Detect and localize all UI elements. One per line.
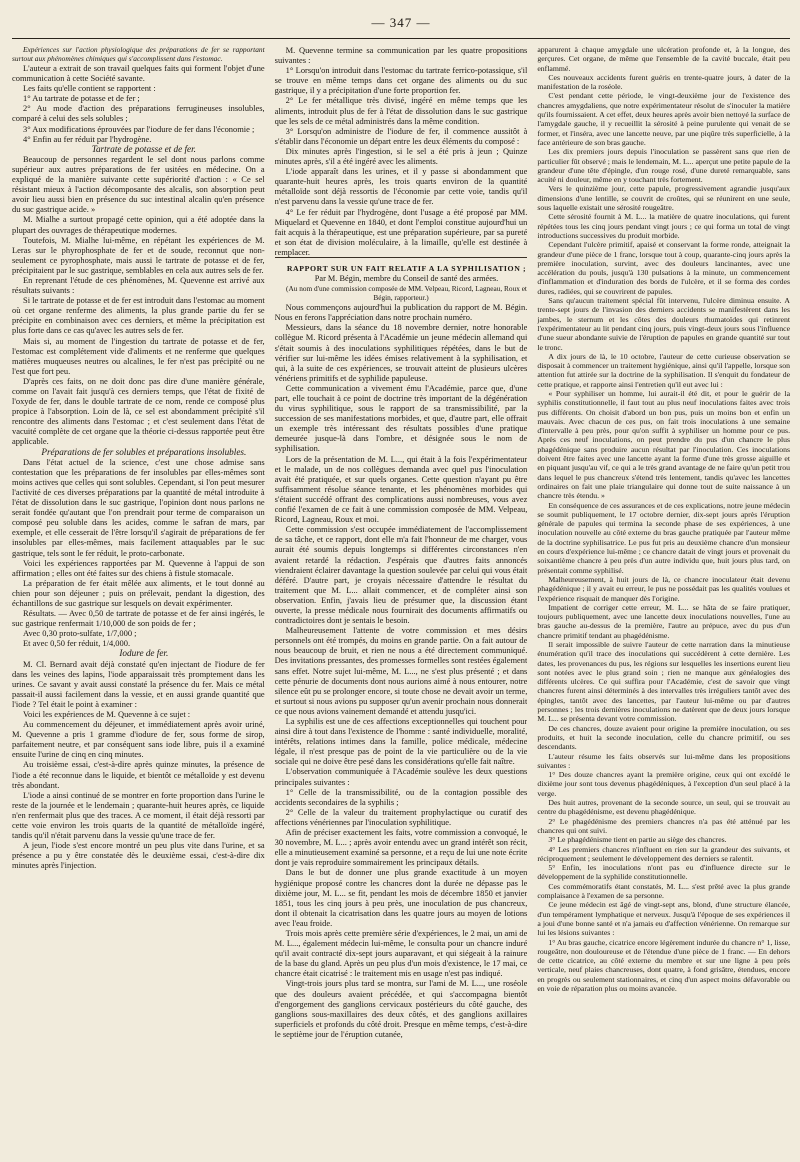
paragraph: Dans le but de donner une plus grande exactitude à un moyen hygiénique proposé contre les chancres dont la durée ne dépasse pas le dixième jour, M. L... se fit, pendant les mois de décembre 1850 et janvier 1851, tous les cinq jours à peu près, une inoculation de pus chancreux, dont il obtenait la cicatrisation dans les quatre jours au moyen de lotions avec l'eau froide. xyxy=(274,867,528,928)
paragraph: Au troisième essai, c'est-à-dire après quinze minutes, la présence de l'iode a été reconnue dans le liquide, et bientôt ce métalloïde y est devenu très abondant. xyxy=(12,759,265,790)
header-rule xyxy=(12,38,790,39)
list-item: 4° Le fer réduit par l'hydrogène, dont l'usage a été proposé par MM. Miquelard et Quevenne en 1840, et dont l'emploi constitue aujourd'hui un fait acquis à la thérapeutique, est une préparation supérieure, par sa pureté et son état de division moléculaire, à la limaille, qu'elle est destinée à remplacer. xyxy=(274,206,528,257)
section-subheading: Tartrate de potasse et de fer. xyxy=(91,143,196,154)
paragraph: Ce jeune médecin est âgé de vingt-sept ans, blond, d'une structure élancée, d'un tempérament lymphatique et nerveux. Jusqu'à l'époque de ses expériences il a joui d'une bonne santé et n'a jamais eu d'affection vénérienne. On remarque sur lui les lésions suivantes : xyxy=(537,900,791,938)
page-number: — 347 — xyxy=(371,15,431,30)
column-2 xyxy=(275,45,528,1155)
paragraph: Messieurs, dans la séance du 18 novembre dernier, notre honorable collègue M. Ricord présenta à l'Académie un jeune médecin allemand qui s'était soumis à des inoculations syphilitiques répétées, dans le but de vérifier sur lui-même les idées émises relativement à la syphilisation, et qui, à la suite de ces expériences, se trouvait atteint de plusieurs ulcères vénériens primitifs et de syphilide papuleuse. xyxy=(274,322,528,383)
list-item: 3° Lorsqu'on administre de l'iodure de fer, il commence aussitôt à s'établir dans l'économie un départ entre les deux éléments du composé : xyxy=(274,125,528,146)
list-item: 1° Des douze chancres ayant la première origine, ceux qui ont excédé le dixième jour sont tous devenus phagédéniques, à l'exception d'un seul placé à la verge. xyxy=(537,770,791,798)
list-item: 2° Au mode d'action des préparations ferrugineuses insolubles, comparé à celui des sels solubles ; xyxy=(12,103,265,124)
paragraph: Il serait impossible de suivre l'auteur de cette narration dans la minutieuse énumération qu'il trace des inoculations qui succédèrent à cette dernière. Les dates, les provenances du pus, les régions sur lesquelles les insertions eurent lieu sont notées avec le plus grand soin ; rien ne manque aux généalogies des différents ulcères. Ce qui suffira pour l'Académie, c'est de savoir que vingt chancres furent ainsi déterminés à des intervalles très irréguliers tantôt avec des épingles, tantôt avec des lancettes, par l'auteur lui-même ou par d'autres personnes ; les trois dernières inoculations ne datèrent que de deux jours lorsque M. L... se présenta devant votre commission. xyxy=(537,640,791,724)
paragraph: C'est pendant cette période, le vingt-deuxième jour de l'existence des chancres amygdaliens, que notre expérimentateur résolut de s'inoculer la matière qu'ils fournissaient. A cet effet, deux heures après avoir bien nettoyé la surface de l'amygdale gauche, il y recueillit la sérosité à peine purulente qui venait de se former, et l'inséra, avec une lancette neuve, par une piqûre très superficielle, à la face antérieure de son bras gauche. xyxy=(537,91,791,147)
paragraph: Trois mois après cette première série d'expériences, le 2 mai, un ami de M. L..., également médecin lui-même, le consulta pour un chancre induré qu'il avait contracté dix-sept jours auparavant, et qui siégeait à la rainure de la base du gland. Après un peu plus d'un mois d'existence, le 17 mai, ce chancre était cicatrisé : le traitement mis en usage n'est pas indiqué. xyxy=(274,927,528,979)
paragraph: Afin de préciser exactement les faits, votre commission a convoqué, le 30 novembre, M. L... ; après avoir entendu avec un grand intérêt son récit, elle a minutieusement examiné sa personne, et a reçu de lui une note écrite dont je vais reproduire sommairement les principaux détails. xyxy=(274,827,528,868)
list-item: 1° Au tartrate de potasse et de fer ; xyxy=(23,93,140,104)
paragraph: Cette communication a vivement ému l'Académie, parce que, d'une part, elle touchait à ce point de doctrine très important de la dégénération du virus syphilitique, sous le rapport de sa transmissibilité, par la succession de ses manifestations morbides, et que, d'autre part, elle offrait un exemple très intéressant des résultats possibles d'une pratique demeurée jusque-là dans l'ombre, et désignée sous le nom de syphilisation. xyxy=(274,382,528,454)
paragraph: Voici les expériences de M. Quevenne à ce sujet : xyxy=(23,709,191,719)
paragraph: Beaucoup de personnes regardent le sel dont nous parlons comme supérieur aux autres préparations de fer usitées en médecine. On a expliqué de la manière suivante cette supériorité d'action : « Ce sel résistant mieux à l'action décomposante des alcalis, son absorption peut avoir lieu aussi bien en présence du suc intestinal alcalin qu'en présence du suc gastrique acide. » xyxy=(12,153,265,215)
paragraph: Dans l'état actuel de la science, c'est une chose admise sans contestation que les préparations de fer insolubles par elles-mêmes sont moins actives que celles qui sont solubles. Cependant, si l'on peut mesurer l'activité de ces diverses préparations par la quantité de métal introduite à l'état de dissolution dans le suc gastrique, l'opinion dont nous parlons ne serait fondée qu'autant que l'on prendrait pour terme de comparaison un composé peu soluble dans les acides, comme le safran de mars, par exemple, et elle cesserait de l'être lorsqu'il s'agirait de préparations de fer insolubles par elles-mêmes, mais facilement attaquables par le suc gastrique, tels sont le fer réduit, le proto-carbonate. xyxy=(12,456,265,558)
article-heading: Expériences sur l'action physiologique des préparations de fer se rapportant surtout aux phénomènes chimiques qui s'accomplissent dans l'estomac. xyxy=(12,45,265,63)
paragraph: M. Cl. Bernard avait déjà constaté qu'en injectant de l'iodure de fer dans les veines des lapins, l'iode apparaissait très promptement dans les urines. Ce savant y avait aussi constaté la présence du fer. Mais ce métal passait-il aussi facilement dans la vessie, et en aussi grande quantité que l'iode ? Tel était le point à examiner : xyxy=(12,658,265,709)
paragraph: Vers le quinzième jour, cette papule, progressivement agrandie jusqu'aux dimensions d'une lentille, se couvrit de croûtes, qui se réunirent en une seule, sous laquelle existait une sérosité rougeâtre. xyxy=(537,184,791,213)
paragraph: « Pour syphiliser un homme, lui aurait-il été dit, et pour le guérir de la syphilis constitutionnelle, il faut tout au plus neuf inoculations faites avec trois pus différents. On choisit d'abord un bon pus, puis un moins bon et enfin un mauvais. Avec chacun de ces pus, on fait trois inoculations à une semaine d'intervalle à peu près, pour qu'on suffit à syphiliser un homme pour ce pus. Après ces neuf inoculations, on peut prendre du pus d'un chancre le plus phagédénique sans produire aucun résultat par l'inoculation. Ces inoculations doivent être faites avec une lancette ayant la forme d'une très grosse aiguille et en piquant jusqu'au vif, ce qui a le très grand avantage de ne faire qu'un petit trou dans lequel le pus chancreux s'étend très lentement, tandis qu'avec les lancettes ordinaires on fait une plaie triangulaire qui donne tout de suite naissance à un chancre très étendu. » xyxy=(537,388,791,501)
list-item: 3° Le phagédénisme tient en partie au siège des chancres. xyxy=(548,835,727,845)
list-item: 4° Les premiers chancres n'influent en rien sur la grandeur des suivants, et réciproquement ; seulement le développement des derniers se ralentit. xyxy=(537,844,791,863)
paragraph: Cette sérosité fournit à M. L... la matière de quatre inoculations, qui furent répétées tous les cinq jours pendant vingt jours ; ce qui forma un total de vingt introductions successives du produit morbide. xyxy=(537,212,791,240)
paragraph: Ces nouveaux accidents furent guéris en trente-quatre jours, à dater de la manifestation de la roséole. xyxy=(537,72,791,92)
paragraph: En reprenant l'étude de ces phénomènes, M. Quevenne est arrivé aux résultats suivants : xyxy=(12,274,265,296)
paragraph: Toutefois, M. Mialhe lui-même, en répétant les expériences de M. Leras sur le phyrophosphate de fer et de soude, reconnut que non-seulement ce pyrophosphate, mais aussi le tartrate de potasse et de fer, précipitaient par le suc gastrique, semblables en cela aux autres sels de fer. xyxy=(12,234,265,275)
paragraph: Ces commémoratifs étant constatés, M. L... s'est prêté avec la plus grande complaisance à l'examen de sa personne. xyxy=(537,881,791,901)
article-title: RAPPORT SUR UN FAIT RELATIF A LA SYPHILISATION ; xyxy=(275,257,528,274)
paragraph: Lors de la présentation de M. L..., qui était à la fois l'expérimentateur et le malade, un de nos collègues demanda avec quel pus l'inoculation avait été pratiquée, et sur quels organes. Cette question n'ayant pu être suffisamment résolue séance tenante, et les phénomènes morbides qui s'étaient succédé offrant des complications aussi nombreuses, vous avez confié l'examen de ce fait à une commission composée de MM. Velpeau, Ricord, Lagneau, Roux et moi. xyxy=(274,453,528,525)
section-subheading: Iodure de fer. xyxy=(119,648,169,659)
list-item: 1° Lorsqu'on introduit dans l'estomac du tartrate ferrico-potassique, s'il se trouve en même temps dans cet organe des aliments ou du suc gastrique, il y a précipitation d'une forte proportion fer. xyxy=(274,65,528,96)
paragraph: De ces chancres, douze avaient pour origine la première inoculation, ou ses produits, et huit la seconde inoculation, celle du chancre primitif, ou ses descendants. xyxy=(537,723,791,752)
list-item: 2° Celle de la valeur du traitement prophylactique ou curatif des affections vénériennes par l'inoculation syphilitique. xyxy=(274,806,528,827)
list-item: 3° Aux modifications éprouvées par l'iodure de fer dans l'économie ; xyxy=(23,123,255,134)
list-item: 2° Le fer métallique très divisé, ingéré en même temps que les aliments, introduit plus de fer à l'état de dissolution dans le suc gastrique que les sels de ce métal administrés dans la même condition. xyxy=(274,95,528,126)
paragraph: Avec 0,30 proto-sulfate, 1/7,000 ; xyxy=(23,628,137,639)
column-1 xyxy=(12,45,265,1155)
paragraph: L'auteur a extrait de son travail quelques faits qui forment l'objet d'une communication à cette Société savante. xyxy=(12,63,265,84)
paragraph: Nous commençons aujourd'hui la publication du rapport de M. Bégin. Nous en ferons l'appréciation dans notre prochain numéro. xyxy=(274,302,528,323)
paragraph: Malheureusement l'attente de votre commission et mes désirs personnels ont été trompés, du moins en grande partie. On a fait autour de nous beaucoup de bruit, et rien ne nous a été directement communiqué. Des invitations pressantes, des promesses formelles sont restées également sans effet. Notre sujet lui-même, M. L..., ne s'est plus présenté ; et dans cette pénurie de documents dont nous aurions aimé à nous entourer, notre silence eût pu se prolonger encore, si toute chose ne devait avoir un terme, et surtout si nous avions pu supposer qu'un avenir prochain nous donnerait ce que nous avions vainement demandé et attendu jusqu'ici. xyxy=(274,625,528,716)
list-item: 5° Enfin, les inoculations n'ont pas eu d'influence directe sur le développement de la syphilide constitutionnelle. xyxy=(537,863,791,882)
paragraph: La syphilis est une de ces affections exceptionnelles qui touchent pour ainsi dire à tout dans l'existence de l'homme : santé individuelle, moralité, intérêts, relations intimes dans la famille, police médicale, médecine légale, il n'est presque pas de point de la vie particulière ou de la vie sociale qui ne doive être pesé dans les considérations qu'elle fait naître. xyxy=(274,716,528,767)
paragraph: L'observation communiquée à l'Académie soulève les deux questions principales suivantes : xyxy=(274,766,528,787)
paragraph: Dix minutes après l'ingestion, si le sel a été pris à jeun ; Quinze minutes après, s'il a été ingéré avec les aliments. xyxy=(274,145,528,167)
paragraph: L'auteur résume les faits observés sur lui-même dans les propositions suivantes : xyxy=(537,751,791,770)
paragraph: Au commencement du déjeuner, et immédiatement après avoir uriné, M. Quevenne a pris 1 gramme d'iodure de fer, sous forme de sirop, parfaitement neutre, et par conséquent sans iode libre, puis il a examiné ensuite l'urine de cinq en cinq minutes. xyxy=(12,719,265,760)
paragraph: Si le tartrate de potasse et de fer est introduit dans l'estomac au moment où cet organe renferme des aliments, la plus grande partie du fer se précipite en combinaison avec ces derniers, et même la précipitation est plus forte dans ce cas qu'avec les autres sels de fer. xyxy=(12,295,265,336)
list-item: 1° Au bras gauche, cicatrice encore légèrement indurée du chancre n° 1, lisse, rougeâtre, non douloureuse et de l'étendue d'une pièce de 1 franc. — En dehors de cette cicatrice, au côté externe du membre et sur une ligne à peu près verticale, neuf plaies chancreuses, dont quatre, à fond grisâtre, étendues, encore en progrès ou seulement stationnaires, et cinq d'un aspect moins défavorable ou en voie de réparation plus ou moins avancée. xyxy=(537,937,791,993)
paragraph: La préparation de fer était mêlée aux aliments, et le tout donné au chien pour son déjeuner ; puis on prélevait, pendant la digestion, des échantillons de suc gastrique sur lesquels on devait expérimenter. xyxy=(12,577,265,608)
paragraph: Et avec 0,50 fer réduit, 1/4,000. xyxy=(23,638,131,649)
paragraph: Mais si, au moment de l'ingestion du tartrate de potasse et de fer, l'estomac est complétement vide d'aliments et ne renferme que quelques matières muqueuses neutres ou alcalines, le fer n'est pas précipité ou ne l'est que fort peu. xyxy=(12,335,265,376)
paragraph: D'après ces faits, on ne doit donc pas dire d'une manière générale, comme on l'avait fait jusqu'à ces derniers temps, que l'état de fixité de l'oxyde de fer, dans le double tartrate de ce nom, rende ce composé plus propice à l'absorption. Loin de là, ce sel est abondamment précipité s'il rencontre des aliments dans l'estomac ; et c'est seulement dans l'état de vacuité complète de cet organe que la théorie ci-dessus rapportée peut être applicable. xyxy=(12,375,265,447)
columns xyxy=(12,45,790,1155)
commission-note: (Au nom d'une commission composée de MM. Velpeau, Ricord, Lagneau, Roux et Bégin, rapporteur.) xyxy=(286,284,527,303)
paragraph: M. Mialhe a surtout propagé cette opinion, qui a été adoptée dans la plupart des ouvrages de thérapeutique modernes. xyxy=(12,214,265,235)
section-subheading: Préparations de fer solubles et préparations insolubles. xyxy=(41,446,247,457)
paragraph: Sans qu'aucun traitement spécial fût intervenu, l'ulcère diminua ensuite. A trente-sept jours de l'invasion des derniers accidents se manifestèrent dans les jambes, le sternum et les côtes des douleurs rhumatoïdes qui retinrent l'expérimentateur au lit pendant cinq jours, puis vingt-deux jours sous l'influence d'une sueur abondante suivie de l'éruption de papules en grande quantité sur tout le tronc. xyxy=(537,296,791,352)
paragraph: apparurent à chaque amygdale une ulcération profonde et, à la longue, des gerçures. Cet organe, de même que l'ensemble de la cavité buccale, était peu enflammé. xyxy=(537,45,791,73)
paragraph: Les dix premiers jours depuis l'inoculation se passèrent sans que rien de particulier fût observé ; mais le lendemain, M. L... aperçut une petite papule de la grandeur d'une tête d'épingle, d'un rouge rosé, d'une dureté remarquable, sans acuité ni douleur, même en y touchant très fortement. xyxy=(537,147,791,185)
paragraph: Des huit autres, provenant de la seconde source, un seul, qui se trouvait au centre du phagédénisme, est devenu phagédénique. xyxy=(537,798,791,817)
paragraph: A dix jours de là, le 10 octobre, l'auteur de cette curieuse observation se disposait à commencer un traitement hygiénique, ainsi qu'il l'appelle, lorsque son attention fut attirée sur la doctrine de la syphilisation. Il s'enquit du fondateur de cette pratique, et rapporte ainsi l'entretien qu'il eut avec lui : xyxy=(537,351,791,389)
paragraph: Impatient de corriger cette erreur, M. L... se hâta de se faire pratiquer, toujours publiquement, avec une lancette deux inoculations nouvelles, l'une au bras gauche au-dessus de la première, l'autre au prépuce, avec du pus d'un chancre primitif tendant au phagédénisme. xyxy=(537,602,791,640)
paragraph: Cependant l'ulcère primitif, apaisé et conservant la forme ronde, atteignait la grandeur d'une pièce de 1 franc, lorsque tout à coup, quarante-cinq jours après la première inoculation, survint, avec des douleurs lancinantes, avec une accélération du pouls, jusqu'à 130 pulsations à la minute, un commencement d'inflammation et d'induration des bords de l'ulcère, et il se forma des cordes dures, radiées, qui se couvrirent de papules. xyxy=(537,240,791,296)
paragraph: L'iode apparaît dans les urines, et il y passe si abondamment que quarante-huit heures après, les trois quarts environ de la quantité métalloïde sont déjà ressortis de l'économie par cette voie, tandis qu'il n'est parvenu dans la vessie qu'une trace de fer. xyxy=(274,166,528,207)
paragraph: Malheureusement, à huit jours de là, ce chancre inoculateur était devenu phagédénique ; il y avait eu erreur, le pus ne possédait pas les qualités voulues et l'expérience risquait de manquer dès l'origine. xyxy=(537,574,791,603)
paragraph: En conséquence de ces assurances et de ces explications, notre jeune médecin se soumit publiquement, le 17 octobre dernier, dix-sept jours après l'éruption générale de papules qui termina la seconde phase de ses expériences, à une inoculation nouvelle au côté externe du bras gauche pratiquée par l'auteur même de la doctrine syphilisatrice. Le pus fut pris au deuxième chancre d'un monsieur en cours d'expérience lui-même ; ce chancre datait de vingt jours et provenait du soixantième chancre à peu près d'un autre individu que, huit jours plus tard, on présentait comme syphilisé. xyxy=(537,500,791,575)
list-item: 4° Enfin au fer réduit par l'hydrogène. xyxy=(23,133,152,144)
paragraph: Voici les expériences rapportées par M. Quevenne à l'appui de son affirmation ; elles ont été faites sur des chiens à fistule stomacale. xyxy=(12,557,265,578)
paragraph: A jeun, l'iode s'est encore montré un peu plus vite dans l'urine, et sa présence a pu y être constatée dès le deuxième essai, c'est-à-dire dix minutes après l'injection. xyxy=(12,840,265,871)
paragraph: Les faits qu'elle contient se rapportent : xyxy=(23,83,156,94)
list-item: 2° Le phagédénisme des premiers chancres n'a pas été atténué par les chancres qui ont suivi. xyxy=(537,816,791,835)
paragraph: Résultats. — Avec 0,50 de tartrate de potasse et de fer ainsi ingérés, le suc gastrique renfermait 1/10,000 de son poids de fer ; xyxy=(12,608,265,629)
article-byline: Par M. Bégin, membre du Conseil de santé des armées. xyxy=(314,274,499,284)
column-3 xyxy=(537,45,790,1155)
paragraph: Vingt-trois jours plus tard se montra, sur l'ami de M. L..., une roséole que des douleurs avaient précédée, et qui s'accompagna bientôt d'engorgement des ganglions cervicaux postérieurs du côté gauche, des ganglions sous-maxillaires des deux côtés, et des ganglions axillaires superficiels et profonds du côté droit. Presque en même temps, c'est-à-dire le septième jour de l'éruption cutanée, xyxy=(274,978,528,1039)
paragraph: M. Quevenne termine sa communication par les quatre propositions suivantes : xyxy=(274,45,528,66)
paragraph: L'iode a ainsi continué de se montrer en forte proportion dans l'urine le reste de la journée et le lendemain ; quarante-huit heures après, ce liquide n'en renfermait plus que des traces. A ce moment, il était déjà ressorti par cette voie environ les trois quarts de la quantité de métalloïde ingéré, tandis qu'il n'était parvenu dans la vessie qu'une trace de fer. xyxy=(12,789,265,841)
paragraph: Cette commission s'est occupée immédiatement de l'accomplissement de sa tâche, et ce rapport, dont elle m'a fait l'honneur de me charger, vous aurait été soumis depuis longtemps si différentes circonstances n'en avaient retardé la rédaction. J'espérais que d'autres faits annoncés viendraient éclairer davantage la question soulevée par celui qui vous était déféré. D'autre part, je croyais nécessaire d'attendre le résultat du traitement que M. L... allait commencer, et de compléter ainsi son observation. Enfin, j'avais lieu de présumer que, la discussion étant ouverte, la presse médicale nous fournirait des documents affirmatifs ou contradictoires dont je sentais le besoin. xyxy=(274,524,528,626)
list-item: 1° Celle de la transmissibilité, ou de la contagion possible des accidents secondaires de la syphilis ; xyxy=(274,786,528,807)
